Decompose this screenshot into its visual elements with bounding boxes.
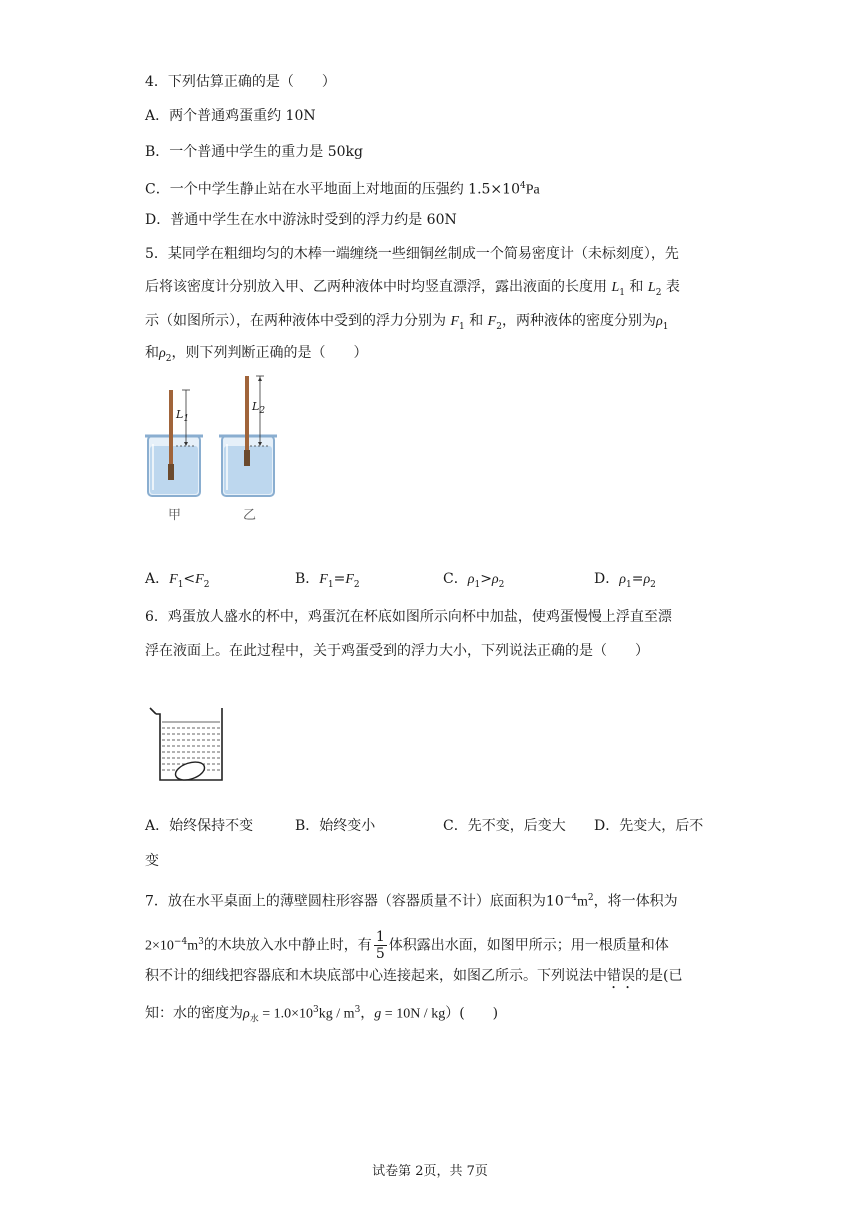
q5-line-4 xyxy=(145,343,367,369)
q7-line-2: $2\times 10^{-4}m^3$的木块放入水中静止时，有 $\frac{1}{5}$ 体积露出水面，如图甲所示；用一根质量和体 xyxy=(145,929,669,963)
q5-density-meter-figure xyxy=(140,372,290,522)
q5-option-a: A．$F_1<F_2$ xyxy=(145,571,210,590)
q5-f1-sub: 1 xyxy=(459,321,465,332)
q6-line-2: 浮在液面上。在此过程中，关于鸡蛋受到的浮力大小，下列说法正确的是（ ） xyxy=(145,643,649,659)
q5-line-4-b: ，则下列判断正确的是（ ） xyxy=(171,345,368,361)
q6-option-d: D．先变大，后不 xyxy=(594,818,704,834)
q6-option-d-cont: 变 xyxy=(145,853,159,869)
q7-emphasis-error: 错误 xyxy=(607,968,635,984)
q4-stem: 4．下列估算正确的是（ ） xyxy=(145,74,336,90)
q4-option-d: D．普通中学生在水中游泳时受到的浮力约是 60N xyxy=(145,212,457,228)
q6-line-1: 6．鸡蛋放人盛水的杯中，鸡蛋沉在杯底如图所示向杯中加盐，使鸡蛋慢慢上浮直至漂 xyxy=(145,609,672,625)
q7-line-3: 积不计的细线把容器底和木块底部中心连接起来，如图乙所示。下列说法中错误的是(已 xyxy=(145,968,683,984)
q5-line-1: 5．某同学在粗细均匀的木棒一端缠绕一些细铜丝制成一个简易密度计（未标刻度），先 xyxy=(145,246,679,262)
page-footer: 试卷第 2页，共 7页 xyxy=(372,1164,488,1179)
label-l2: $L_2$ xyxy=(252,400,266,417)
q4-option-c-text: C．一个中学生静止站在水平地面上对地面的压强约 1.5×10 xyxy=(145,181,520,198)
q5-f1-symbol: F xyxy=(450,314,460,329)
q7-fraction: $\frac{1}{5}$ xyxy=(375,929,385,963)
q5-option-d: D．$\rho_1=\rho_2$ xyxy=(594,571,656,590)
q4-option-c-unit: Pa xyxy=(525,182,540,198)
q4-option-b: B．一个普通中学生的重力是 50kg xyxy=(145,144,363,160)
q5-rho1-symbol: ρ xyxy=(655,314,663,329)
q5-line-2-c: 表 xyxy=(661,279,680,295)
q5-line-3 xyxy=(145,311,668,337)
q6-option-b: B．始终变小 xyxy=(295,818,376,834)
q5-l2-symbol: L xyxy=(647,280,656,295)
q4-option-c xyxy=(145,176,540,201)
q5-rho1-sub: 1 xyxy=(662,321,669,332)
label-yi: 乙 xyxy=(243,508,257,523)
q5-l1-sub: 1 xyxy=(619,287,625,298)
q4-option-c-exp: 4 xyxy=(519,181,526,191)
q5-f2-sub: 2 xyxy=(496,321,502,332)
q5-line-2 xyxy=(145,277,680,303)
q4-option-a: A．两个普通鸡蛋重约 10N xyxy=(145,108,316,124)
q5-l1-symbol: L xyxy=(611,280,620,295)
q5-rho2-sub: 2 xyxy=(165,353,172,364)
q6-option-c: C．先不变，后变大 xyxy=(443,818,566,834)
q5-line-3-a: 示（如图所示），在两种液体中受到的浮力分别为 xyxy=(145,313,451,329)
label-jia: 甲 xyxy=(168,508,182,523)
q5-option-b: B．$F_1=F_2$ xyxy=(295,571,360,590)
q7-line-1: 7．放在水平桌面上的薄壁圆柱形容器（容器质量不计）底面积为$10^{-4}m^2$，将一体积为 xyxy=(145,893,678,910)
q5-l2-sub: 2 xyxy=(655,287,662,298)
q5-f2-symbol: F xyxy=(487,314,497,329)
q5-line-4-a: 和 xyxy=(145,345,159,361)
q5-line-3-c: ，两种液体的密度分别为 xyxy=(501,313,656,329)
q5-rho2-symbol: ρ xyxy=(159,346,166,361)
q5-line-3-b: 和 xyxy=(464,313,488,329)
q7-line-4: 知：水的密度为$\rho_水 = 1.0\times 10^3kg / m^3$，g = 10N / kg）( ) xyxy=(145,1005,499,1025)
q5-option-c: C．$\rho_1>\rho_2$ xyxy=(443,571,505,590)
label-l1: $L_1$ xyxy=(176,408,190,425)
q5-line-2-a: 后将该密度计分别放入甲、乙两种液体中时均竖直漂浮，露出液面的长度用 xyxy=(145,279,612,295)
q6-option-a: A．始终保持不变 xyxy=(145,818,254,834)
q6-egg-beaker-figure xyxy=(148,704,228,784)
q5-line-2-b: 和 xyxy=(624,279,648,295)
density-meter-yi xyxy=(244,376,250,466)
